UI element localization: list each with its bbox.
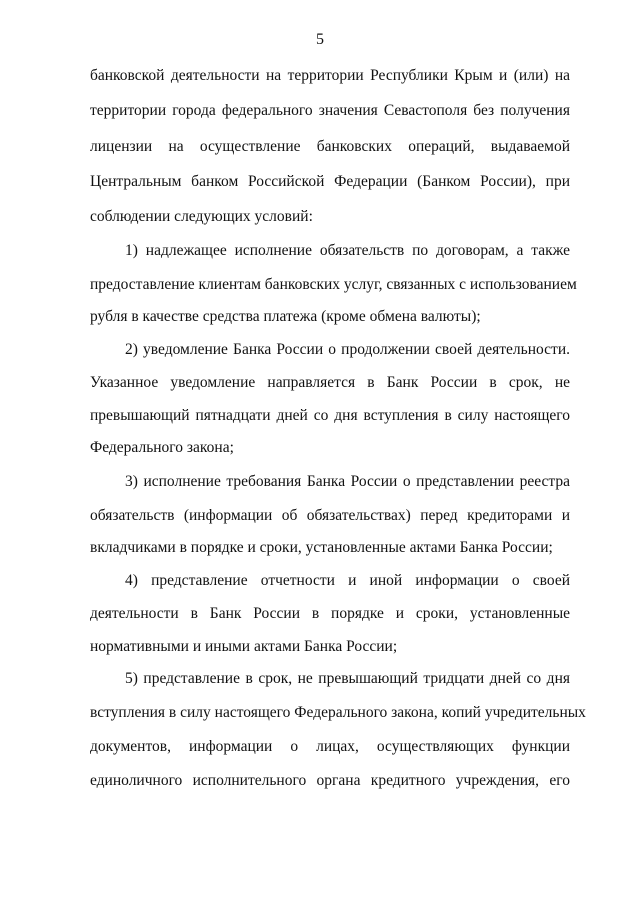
text-line-16: 4) представление отчетности и иной информации о своей bbox=[125, 572, 570, 589]
text-line-17: деятельности в Банк России в порядке и сроки, установленные bbox=[90, 605, 570, 622]
text-line-1: банковской деятельности на территории Республики Крым и (или) на bbox=[90, 67, 570, 84]
text-line-6: 1) надлежащее исполнение обязательств по договорам, а также bbox=[125, 242, 570, 259]
text-line-22: единоличного исполнительного органа кредитного учреждения, его bbox=[90, 772, 570, 789]
text-line-18: нормативными и иными актами Банка России; bbox=[90, 638, 398, 655]
text-line-4: Центральным банком Российской Федерации (Банком России), при bbox=[90, 173, 570, 190]
text-line-11: превышающий пятнадцати дней со дня вступления в силу настоящего bbox=[90, 407, 570, 424]
text-line-13: 3) исполнение требования Банка России о представлении реестра bbox=[125, 473, 570, 490]
text-line-21: документов, информации о лицах, осуществляющих функции bbox=[90, 738, 570, 755]
text-line-7: предоставление клиентам банковских услуг, связанных с использованием bbox=[90, 276, 577, 293]
text-line-15: вкладчиками в порядке и сроки, установленные актами Банка России; bbox=[90, 539, 553, 556]
text-line-9: 2) уведомление Банка России о продолжении своей деятельности. bbox=[125, 341, 570, 358]
text-line-10: Указанное уведомление направляется в Банк России в срок, не bbox=[90, 374, 570, 391]
text-line-20: вступления в силу настоящего Федерального закона, копий учредительных bbox=[90, 704, 586, 721]
text-line-19: 5) представление в срок, не превышающий тридцати дней со дня bbox=[125, 670, 570, 687]
text-line-12: Федерального закона; bbox=[90, 439, 234, 456]
text-line-3: лицензии на осуществление банковских операций, выдаваемой bbox=[90, 138, 570, 155]
text-line-2: территории города федерального значения Севастополя без получения bbox=[90, 102, 570, 119]
page-number: 5 bbox=[316, 31, 324, 48]
text-line-5: соблюдении следующих условий: bbox=[90, 208, 313, 225]
text-line-14: обязательств (информации об обязательствах) перед кредиторами и bbox=[90, 507, 570, 524]
text-line-8: рубля в качестве средства платежа (кроме обмена валюты); bbox=[90, 308, 481, 325]
